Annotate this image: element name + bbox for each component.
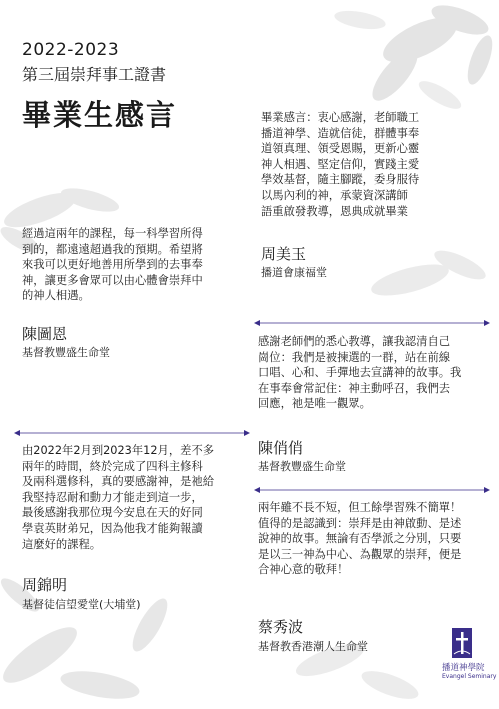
text-line: 播道神學、造就信徒，群體事奉 [261, 126, 420, 140]
seminary-logo [442, 628, 497, 680]
graduate-church: 基督教豐盛生命堂 [258, 460, 346, 473]
ornament-divider [254, 485, 490, 495]
graduate-church: 基督教香港潮人生命堂 [258, 640, 368, 653]
ornament-divider [254, 318, 490, 328]
testimonial-text [22, 226, 203, 304]
text-line: 以馬內利的神，承蒙資深講師 [261, 188, 408, 202]
text-line: 是以三一神為中心、為觀眾的崇拜，便是 [258, 547, 462, 561]
text-line: 神人相遇、堅定信仰，實踐主愛 [261, 157, 420, 171]
graduate-name: 周美玉 [261, 245, 307, 263]
text-line: 我堅持忍耐和動力才能走到這一步， [22, 490, 203, 504]
text-line: 語重啟發教導，恩典成就畢業 [261, 204, 408, 218]
cross-emblem-icon [452, 628, 472, 658]
testimonial-text [22, 443, 214, 552]
page-title: 畢業生感言 [22, 98, 178, 132]
text-line: 畢業感言：衷心感謝，老師職工 [261, 111, 420, 124]
graduate-name: 陳俏俏 [258, 439, 304, 457]
text-line: 來我可以更好地善用所學到的去事奉 [22, 258, 203, 272]
text-line: 口唱、心和、手彈地去宣講神的故事。我 [258, 366, 462, 380]
text-line: 經過這兩年的課程，每一科學習所得 [22, 227, 203, 240]
leaf-decoration-top-right [300, 0, 499, 120]
text-line: 學效基督，隨主腳蹤，委身服待 [261, 173, 420, 187]
text-line: 及兩科選修科，真的要感謝神，是祂給 [22, 475, 215, 489]
certificate-title: 第三屆崇拜事工證書 [22, 65, 167, 84]
text-line: 神，讓更多會眾可以由心體會崇拜中 [22, 273, 203, 287]
text-line: 崗位：我們是被揀選的一群，站在前線 [258, 350, 451, 364]
logo-subtitle: Evangel Seminary [442, 673, 497, 680]
graduate-name: 蔡秀波 [258, 618, 304, 636]
text-line: 這麼好的課程。 [22, 537, 102, 551]
testimonial-text [261, 110, 419, 219]
testimonial-text [258, 334, 461, 412]
text-line: 說神的故事。無論有否學派之分別，只要 [258, 532, 462, 546]
graduate-church: 基督教豐盛生命堂 [22, 346, 110, 359]
text-line: 兩年雖不長不短，但工餘學習殊不簡單！ [258, 501, 462, 514]
text-line: 道領真理、領受恩賜，更新心靈 [261, 142, 420, 156]
text-line: 由2022年2月到2023年12月，差不多 [22, 444, 215, 457]
ornament-divider [14, 428, 250, 438]
graduate-name: 陳圖恩 [22, 325, 68, 343]
testimonial-text [258, 500, 461, 578]
graduate-church: 播道會康福堂 [261, 266, 327, 279]
leaf-decoration-right-middle [330, 240, 499, 320]
graduate-name: 周錦明 [22, 576, 68, 594]
text-line: 到的，都遠遠超過我的預期。希望將 [22, 242, 203, 256]
text-line: 回應，祂是唯一觀眾。 [258, 397, 371, 411]
logo-name: 播道神學院 [442, 663, 485, 673]
text-line: 學袁英財弟兄，因為他我才能夠報讀 [22, 521, 203, 535]
text-line: 兩年的時間，終於完成了四科主修科 [22, 459, 203, 473]
graduate-church: 基督徒信望愛堂(大埔堂) [22, 598, 141, 611]
text-line: 最後感謝我那位現今安息在天的好同 [22, 506, 203, 520]
text-line: 的神人相遇。 [22, 289, 90, 303]
text-line: 在事奉會常記住：神主動呼召，我們去 [258, 381, 451, 395]
text-line: 值得的是認識到：崇拜是由神啟動、是述 [258, 516, 462, 530]
text-line: 合神心意的敬拜！ [258, 563, 349, 577]
text-line: 感謝老師們的悉心教導，讓我認清自己 [258, 335, 451, 348]
header-year: 2022-2023 [22, 40, 120, 60]
